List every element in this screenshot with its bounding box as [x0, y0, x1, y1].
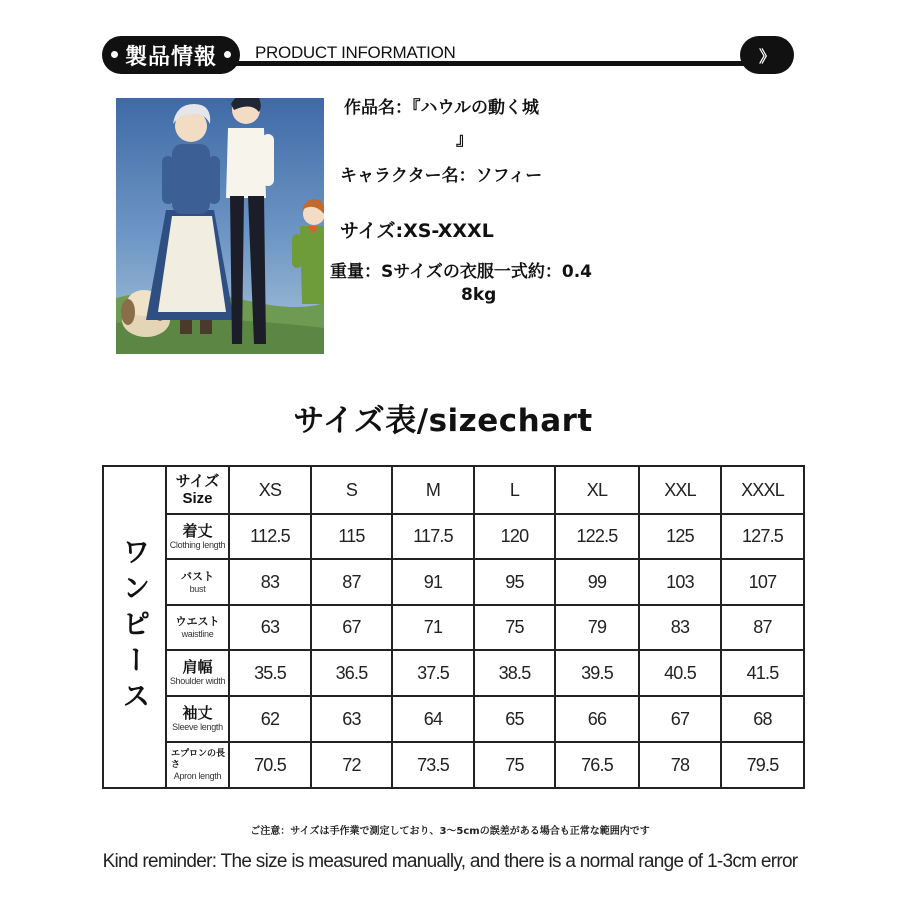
row-label-cell: [166, 605, 229, 650]
table-cell: 75: [474, 742, 555, 788]
table-cell: 67: [639, 696, 721, 742]
table-cell: 73.5: [392, 742, 474, 788]
table-cell: 70.5: [229, 742, 311, 788]
header-title: PRODUCT INFORMATION: [255, 43, 456, 62]
table-cell: 120: [474, 514, 555, 559]
row-label-jp: バスト: [181, 569, 214, 583]
illustration-art: [116, 98, 324, 354]
header-badge: [102, 36, 240, 74]
table-cell: 76.5: [555, 742, 639, 788]
measurement-note-jp: ご注意：サイズは手作業で測定しており、3～5cmの誤差がある場合も正常な範囲内です: [250, 826, 650, 837]
table-cell: 63: [229, 605, 311, 650]
table-cell: 83: [639, 605, 721, 650]
table-cell: 39.5: [555, 650, 639, 696]
table-cell: 125: [639, 514, 721, 559]
table-cell: 38.5: [474, 650, 555, 696]
table-cell: 127.5: [721, 514, 804, 559]
work-name-label-end: 』: [456, 130, 473, 150]
size-range-label: サイズ:XS-XXXL: [340, 220, 494, 242]
size-table: [102, 465, 805, 789]
table-cell: 83: [229, 559, 311, 605]
row-label-en: bust: [189, 583, 206, 594]
size-column-header: XXL: [639, 466, 721, 514]
size-column-header: S: [311, 466, 392, 514]
row-label-cell: [166, 514, 229, 559]
row-label-jp: 着丈: [182, 521, 213, 540]
table-cell: 66: [555, 696, 639, 742]
row-label-jp: 肩幅: [182, 658, 213, 676]
table-cell: 72: [311, 742, 392, 788]
size-header-en: Size: [182, 490, 213, 507]
size-column-header: XXXL: [721, 466, 804, 514]
table-cell: 67: [311, 605, 392, 650]
table-cell: 35.5: [229, 650, 311, 696]
table-cell: 79: [555, 605, 639, 650]
character-name-label: キャラクター名：ソフィー: [340, 166, 543, 186]
table-cell: 122.5: [555, 514, 639, 559]
table-row: [103, 742, 804, 788]
garment-type-label: ワンピース: [118, 537, 152, 717]
product-info-header: [102, 36, 794, 74]
table-cell: 40.5: [639, 650, 721, 696]
work-name-label: 作品名：『ハウルの動く城: [344, 98, 539, 118]
garment-type-cell: [103, 466, 166, 788]
table-cell: 75: [474, 605, 555, 650]
row-label-cell: [166, 650, 229, 696]
table-cell: 71: [392, 605, 474, 650]
table-cell: 112.5: [229, 514, 311, 559]
row-label-en: Apron length: [173, 770, 222, 781]
row-label-en: Shoulder width: [169, 676, 226, 686]
row-label-cell: [166, 696, 229, 742]
table-cell: 99: [555, 559, 639, 605]
table-cell: 78: [639, 742, 721, 788]
table-header-row: [103, 466, 804, 514]
row-label-en: Clothing length: [169, 539, 226, 550]
size-column-header: XL: [555, 466, 639, 514]
table-row: [103, 696, 804, 742]
table-cell: 64: [392, 696, 474, 742]
badge-dot-left: [111, 51, 118, 58]
size-column-header: XS: [229, 466, 311, 514]
row-label-jp: エプロンの長さ: [171, 748, 226, 770]
table-row: [103, 514, 804, 559]
table-row: [103, 559, 804, 605]
table-cell: 103: [639, 559, 721, 605]
table-cell: 87: [721, 605, 804, 650]
size-header-cell: [166, 466, 229, 514]
weight-label-end: 8kg: [461, 285, 497, 305]
table-cell: 63: [311, 696, 392, 742]
row-label-cell: [166, 559, 229, 605]
table-cell: 79.5: [721, 742, 804, 788]
table-cell: 68: [721, 696, 804, 742]
measurement-note-en: Kind reminder: The size is measured manually, and there is a normal range of 1-3cm error: [102, 851, 798, 872]
double-chevron-icon: 》: [758, 46, 775, 66]
row-label-jp: ウエスト: [175, 615, 220, 628]
table-cell: 107: [721, 559, 804, 605]
size-header-jp: サイズ: [175, 472, 220, 490]
table-cell: 36.5: [311, 650, 392, 696]
table-cell: 115: [311, 514, 392, 559]
table-cell: 87: [311, 559, 392, 605]
size-column-header: M: [392, 466, 474, 514]
size-chart-title: サイズ表/sizechart: [293, 403, 593, 439]
size-column-header: L: [474, 466, 555, 514]
row-label-jp: 袖丈: [182, 704, 213, 722]
table-cell: 41.5: [721, 650, 804, 696]
table-cell: 91: [392, 559, 474, 605]
table-cell: 117.5: [392, 514, 474, 559]
table-row: [103, 650, 804, 696]
row-label-en: waistline: [181, 629, 214, 639]
table-cell: 65: [474, 696, 555, 742]
table-cell: 95: [474, 559, 555, 605]
table-cell: 62: [229, 696, 311, 742]
row-label-cell: [166, 742, 229, 788]
badge-dot-right: [224, 51, 231, 58]
header-badge-label: 製品情報: [124, 44, 217, 70]
row-label-en: Sleeve length: [172, 722, 223, 732]
table-row: [103, 605, 804, 650]
header-end-pill: [740, 36, 794, 74]
weight-label: 重量：Sサイズの衣服一式約：0.4: [330, 262, 592, 282]
character-illustration: [116, 98, 324, 354]
table-cell: 37.5: [392, 650, 474, 696]
